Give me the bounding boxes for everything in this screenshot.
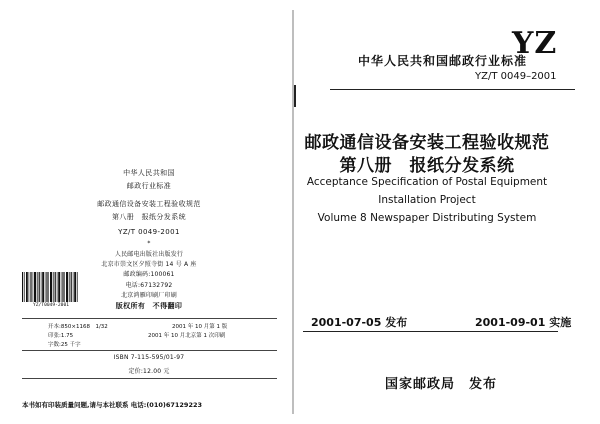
title-en-line3: Volume 8 Newspaper Distributing System (317, 212, 537, 224)
cover-rule-bottom (303, 331, 558, 332)
isbn-barcode (21, 272, 79, 302)
imprint-country: 中华人民共和国 (123, 169, 175, 177)
imprint-price: 定价:12.00 元 (128, 368, 170, 375)
imprint-printing: 2001 年 10 月北京第 1 次印刷 (148, 333, 226, 339)
imprint-printer: 北京鸿雁印刷厂印刷 (121, 292, 177, 299)
imprint-title-line2: 第八册 报纸分发系统 (112, 213, 186, 221)
imprint-divider-bottom (22, 378, 277, 379)
imprint-words: 字数:25 千字 (48, 342, 81, 348)
book-gutter (292, 10, 294, 414)
imprint-industry-standard: 邮政行业标准 (126, 182, 172, 190)
title-en-line2: Installation Project (378, 194, 476, 206)
imprint-divider-top (22, 318, 277, 319)
title-zh-line1: 邮政通信设备安装工程验收规范 (304, 133, 550, 153)
imprint-address: 北京市崇文区夕照寺街 14 号 A 座 (101, 261, 197, 268)
issuing-authority: 国家邮政局 发布 (385, 377, 498, 392)
effective-date: 2001-09-01 实施 (475, 316, 572, 329)
gutter-mark (294, 85, 296, 107)
imprint-title-line1: 邮政通信设备安装工程验收规范 (97, 200, 201, 208)
standard-number: YZ/T 0049–2001 (475, 71, 557, 82)
imprint-separator-star: * (147, 240, 151, 247)
imprint-format: 开本:850×1168 1/32 (48, 324, 108, 330)
cover-rule-top (330, 89, 575, 90)
yz-logo: YZ (512, 26, 558, 61)
title-en-line1: Acceptance Specification of Postal Equipment (306, 176, 548, 188)
imprint-isbn: ISBN 7-115-595/01-97 (113, 354, 185, 361)
imprint-edition: 2001 年 10 月第 1 版 (172, 324, 228, 330)
imprint-publisher: 人民邮电出版社出版发行 (114, 251, 184, 258)
imprint-page (0, 0, 293, 424)
standard-classification: 中华人民共和国邮政行业标准 (358, 54, 528, 68)
imprint-copyright: 版权所有 不得翻印 (115, 302, 183, 310)
imprint-postcode: 邮政编码:100061 (123, 271, 175, 278)
imprint-phone: 电话:67132792 (125, 282, 173, 289)
imprint-standard-number: YZ/T 0049-2001 (118, 228, 180, 236)
title-zh-line2: 第八册 报纸分发系统 (339, 156, 515, 176)
barcode-icon (21, 272, 79, 302)
imprint-sheets: 印张:1.75 (48, 333, 74, 339)
release-date: 2001-07-05 发布 (311, 316, 408, 329)
imprint-contact-note: 本书如有印装质量问题,请与本社联系 电话:(010)67129223 (22, 401, 203, 409)
barcode-caption: YZ/T0049-2001 (33, 303, 69, 308)
imprint-divider-middle (22, 350, 277, 351)
